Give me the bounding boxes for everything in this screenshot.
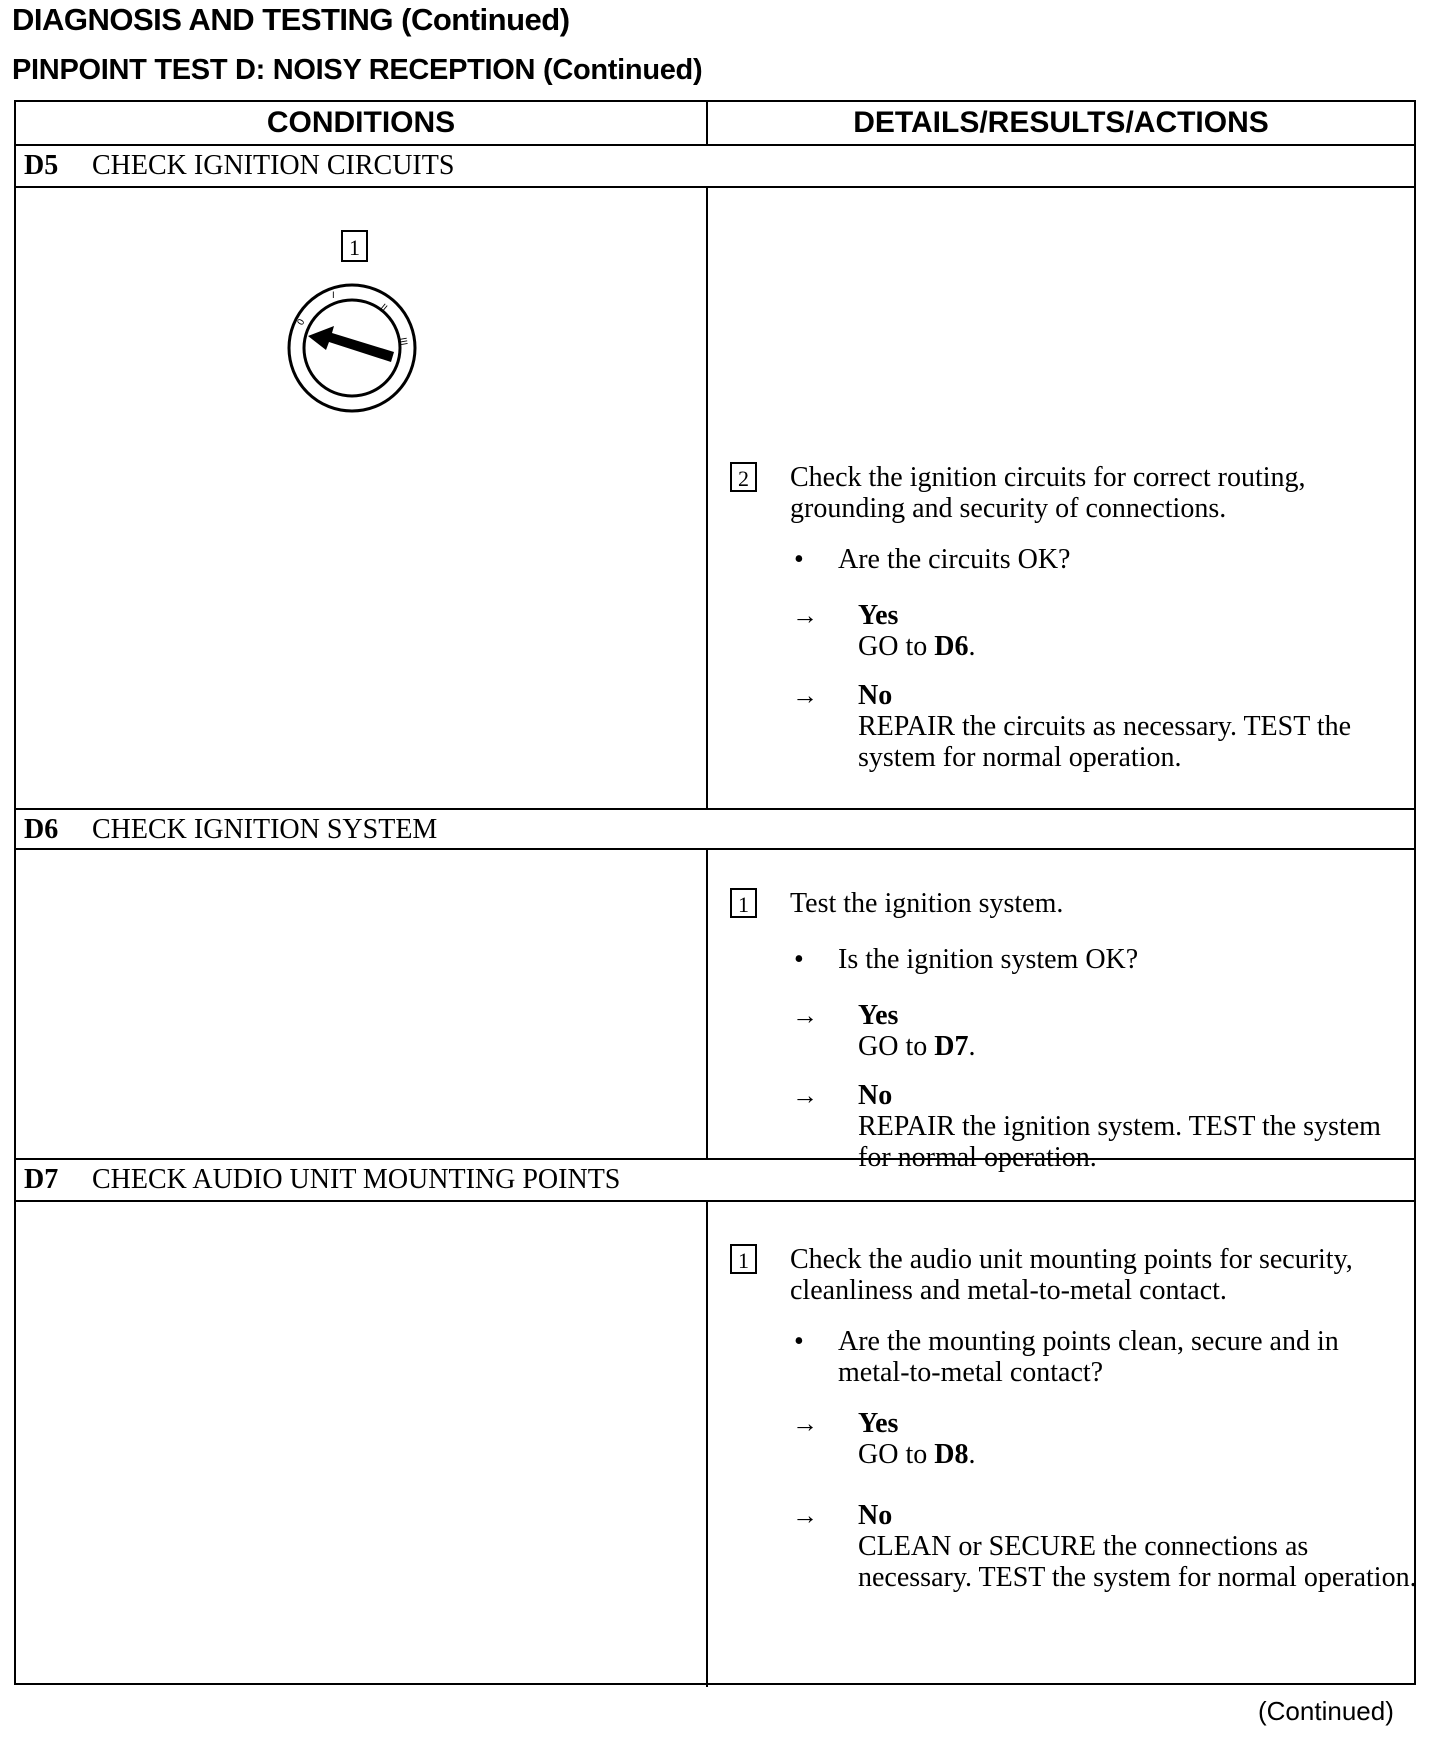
page-title: DIAGNOSIS AND TESTING (Continued) — [12, 2, 570, 37]
column-header-details: DETAILS/RESULTS/ACTIONS — [853, 106, 1269, 139]
step-question: Are the mounting points clean, secure and in metal-to-metal contact? — [838, 1326, 1339, 1388]
link-d7: D7 — [934, 1031, 969, 1062]
yes-result: Yes GO to D8. — [858, 1408, 976, 1470]
step-question: Are the circuits OK? — [838, 544, 1071, 575]
bullet-icon: • — [794, 1326, 804, 1357]
step-instruction: Check the audio unit mounting points for security, cleanliness and metal-to-metal contact. — [790, 1244, 1353, 1306]
yes-result: Yes GO to D7. — [858, 1000, 976, 1062]
step-number-box: 1 — [730, 888, 757, 918]
ignition-key-switch-icon — [284, 280, 420, 416]
step-instruction: Test the ignition system. — [790, 888, 1064, 919]
continued-footer: (Continued) — [1258, 1696, 1394, 1726]
step-instruction: Check the ignition circuits for correct routing, grounding and security of connections. — [790, 462, 1306, 524]
right-arrow-icon: → — [792, 1409, 818, 1438]
right-arrow-icon: → — [792, 1081, 818, 1110]
pinpoint-test-table — [14, 100, 1416, 1685]
column-header-conditions: CONDITIONS — [266, 106, 456, 139]
test-title: PINPOINT TEST D: NOISY RECEPTION (Continued) — [12, 54, 703, 86]
svg-text:II: II — [378, 302, 389, 314]
section-header-d7: D7 CHECK AUDIO UNIT MOUNTING POINTS — [24, 1164, 621, 1195]
bullet-icon: • — [794, 544, 804, 575]
no-result: No REPAIR the circuits as necessary. TEST the system for normal operation. — [858, 680, 1352, 773]
step-number-box: 1 — [730, 1244, 757, 1274]
no-result: No CLEAN or SECURE the connections as necessary. TEST the system for normal operation. — [858, 1500, 1417, 1593]
right-arrow-icon: → — [792, 1501, 818, 1530]
yes-result: Yes GO to D6. — [858, 600, 976, 662]
svg-text:I: I — [332, 291, 335, 301]
right-arrow-icon: → — [792, 681, 818, 710]
link-d8: D8 — [934, 1439, 969, 1470]
link-d6: D6 — [934, 631, 969, 662]
section-header-d6: D6 CHECK IGNITION SYSTEM — [24, 814, 438, 845]
step-number-box: 2 — [730, 462, 757, 492]
svg-text:III: III — [397, 336, 409, 347]
no-result: No REPAIR the ignition system. TEST the system for normal operation. — [858, 1080, 1381, 1173]
step-question: Is the ignition system OK? — [838, 944, 1139, 975]
svg-text:0: 0 — [295, 317, 308, 328]
right-arrow-icon: → — [792, 601, 818, 630]
bullet-icon: • — [794, 944, 804, 975]
right-arrow-icon: → — [792, 1001, 818, 1030]
section-header-d5: D5 CHECK IGNITION CIRCUITS — [24, 150, 455, 181]
illustration-number: 1 — [341, 230, 368, 262]
